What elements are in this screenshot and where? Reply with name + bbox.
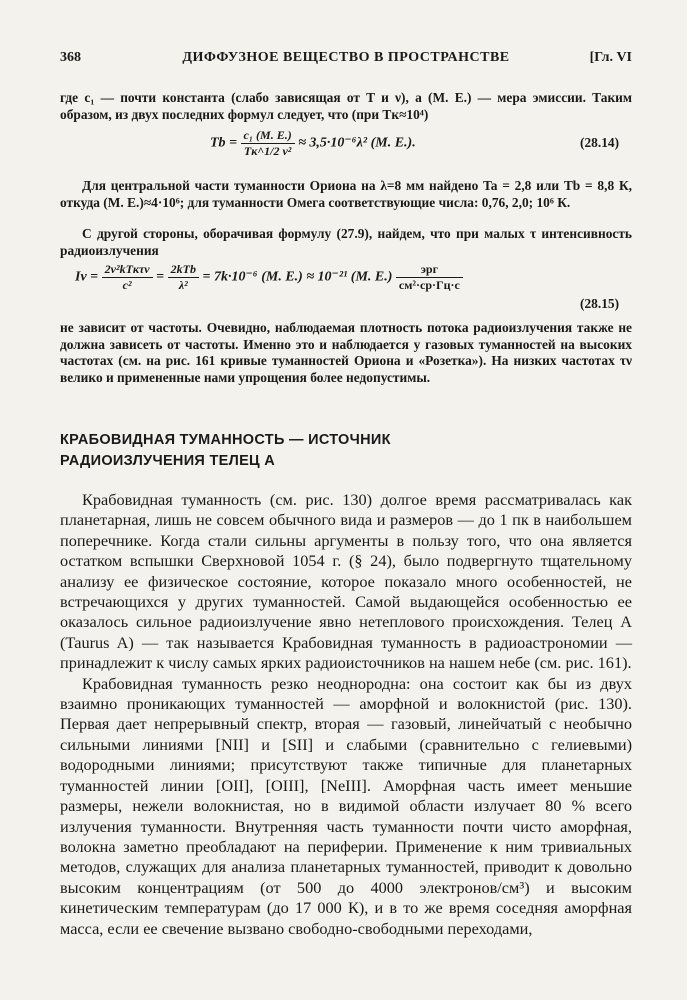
equation-28-14: Tb = $\frac{\text{c₁ (M. E.)}}{\text{Tк\textasciicircum{}1/2 ν²}}$ ≈ 3,5·10⁻⁶λ² (M. E.). [210,128,416,158]
eq2-fraction-2 [168,262,199,293]
orion-paragraph: Для центральной части туманности Ориона на λ=8 мм найдено Ta = 2,8 или Tb = 8,8 К, откуда (M. E.)≈4·10⁶; для туманности Омега соответствующие числа: 0,76, 2,0; 10⁶ К. [60,178,632,210]
eq2-denominator-1: c² [122,278,132,292]
section-heading [60,430,391,472]
eq2-numerator-2: 2kTb [168,262,199,278]
eq2-middle: = 7k·10⁻⁶ (M. E.) ≈ 10⁻²¹ (M. E.) [202,269,393,285]
eq1-rhs: ≈ 3,5·10⁻⁶λ² (M. E.). [298,135,416,151]
eq1-numerator: c₁ (M. E.) [241,128,295,144]
eq2-denominator-2: λ² [178,278,188,292]
formula-intro-paragraph: С другой стороны, оборачивая формулу (27.9), найдем, что при малых τ интенсивность радиоизлучения [60,226,632,258]
intro-paragraph: где c₁ — почти константа (слабо зависящая от T и ν), а (M. E.) — мера эмиссии. Таким образом, из двух последних формул следует, что (при Tк≈10⁴) [60,90,632,122]
page-number: 368 [60,50,81,65]
equation-28-15: Iν = $\frac{\text{2ν²kTкτν}}{\text{c²}}$ = $\frac{\text{2kTb}}{\text{λ²}}$ = 7k·10⁻⁶ (M. E.) ≈ 10⁻²¹ (M. E.) $\frac{\text{эрг}}{\text{см²·ср·Гц·с}}$ [75,262,463,293]
equation-number-28-15: (28.15) [580,296,620,311]
eq2-numerator-1: 2ν²kTкτν [102,262,153,278]
body-text [60,490,632,939]
eq2-fraction-1 [102,262,153,293]
equation-number-28-14: (28.14) [580,135,620,150]
running-header [60,50,632,70]
eq2-unit-denominator: см²·ср·Гц·с [398,278,460,292]
section-heading-line-2: РАДИОИЗЛУЧЕНИЯ ТЕЛЕЦ А [60,453,276,469]
section-heading-line-1: КРАБОВИДНАЯ ТУМАННОСТЬ — ИСТОЧНИК [60,432,391,448]
eq2-unit-fraction [396,262,463,293]
eq1-denominator: Tк^1/2 ν² [243,144,292,158]
eq1-lhs: Tb [210,135,226,151]
eq1-fraction [241,128,295,159]
body-paragraph-1: Крабовидная туманность (см. рис. 130) долгое время рассматривалась как планетарная, лишь не совсем обычного вида и размеров — до 1 пк в наибольшем поперечнике. Когда стали сильны аргументы в пользу того, что она является остатком вспышки Сверхновой 1054 г. (§ 24), было подвергнуто тщательному анализу ее физическое состояние, которое показало много особенностей, не встречающихся у других туманностей. Самой выдающейся особенностью ее оказалось сильное радиоизлучение явно нетеплового происхождения. Телец А (Taurus A) — так называется Крабовидная туманность в радиоастрономии — принадлежит к числу самых ярких радиоисточников на нашем небе (см. рис. 161). [60,490,632,673]
chapter-label: [Гл. VI [589,50,632,65]
running-title: ДИФФУЗНОЕ ВЕЩЕСТВО В ПРОСТРАНСТВЕ [182,50,510,65]
eq2-unit-numerator: эрг [396,262,463,278]
independence-paragraph: не зависит от частоты. Очевидно, наблюдаемая плотность потока радиоизлучения также не должна зависеть от частоты. Именно это и наблюдается у газовых туманностей на высоких частотах (см. на рис. 161 кривые туманностей Ориона и «Розетка»). На низких частотах τν велико и примененные нами упрощения более недопустимы. [60,320,632,385]
eq2-lhs: Iν = [75,269,99,285]
body-paragraph-2: Крабовидная туманность резко неоднородна: она состоит как бы из двух взаимно проникающих туманностей — аморфной и волокнистой (рис. 130). Первая дает непрерывный спектр, вторая — газовый, линейчатый с необычно сильными линиями [NII] и [SII] и слабыми (сравнительно с гелиевыми) водородными линиями; присутствуют также типичные для планетарных туманностей линии [OII], [OIII], [NeIII]. Аморфная часть имеет меньшие размеры, нежели волокнистая, но в видимой области излучает 80 % всего излучения туманности. Внутренняя часть туманности почти чисто аморфная, волокна заметно преобладают на периферии. Применение к ним тривиальных методов, служащих для анализа планетарных туманностей, приводит к довольно высоким концентрациям (от 500 до 4000 электронов/см³) и высоким кинетическим температурам (до 17 000 К), и в то же время соседняя аморфная масса, если ее свечение вызвано свободно-свободными переходами, [60,673,632,938]
